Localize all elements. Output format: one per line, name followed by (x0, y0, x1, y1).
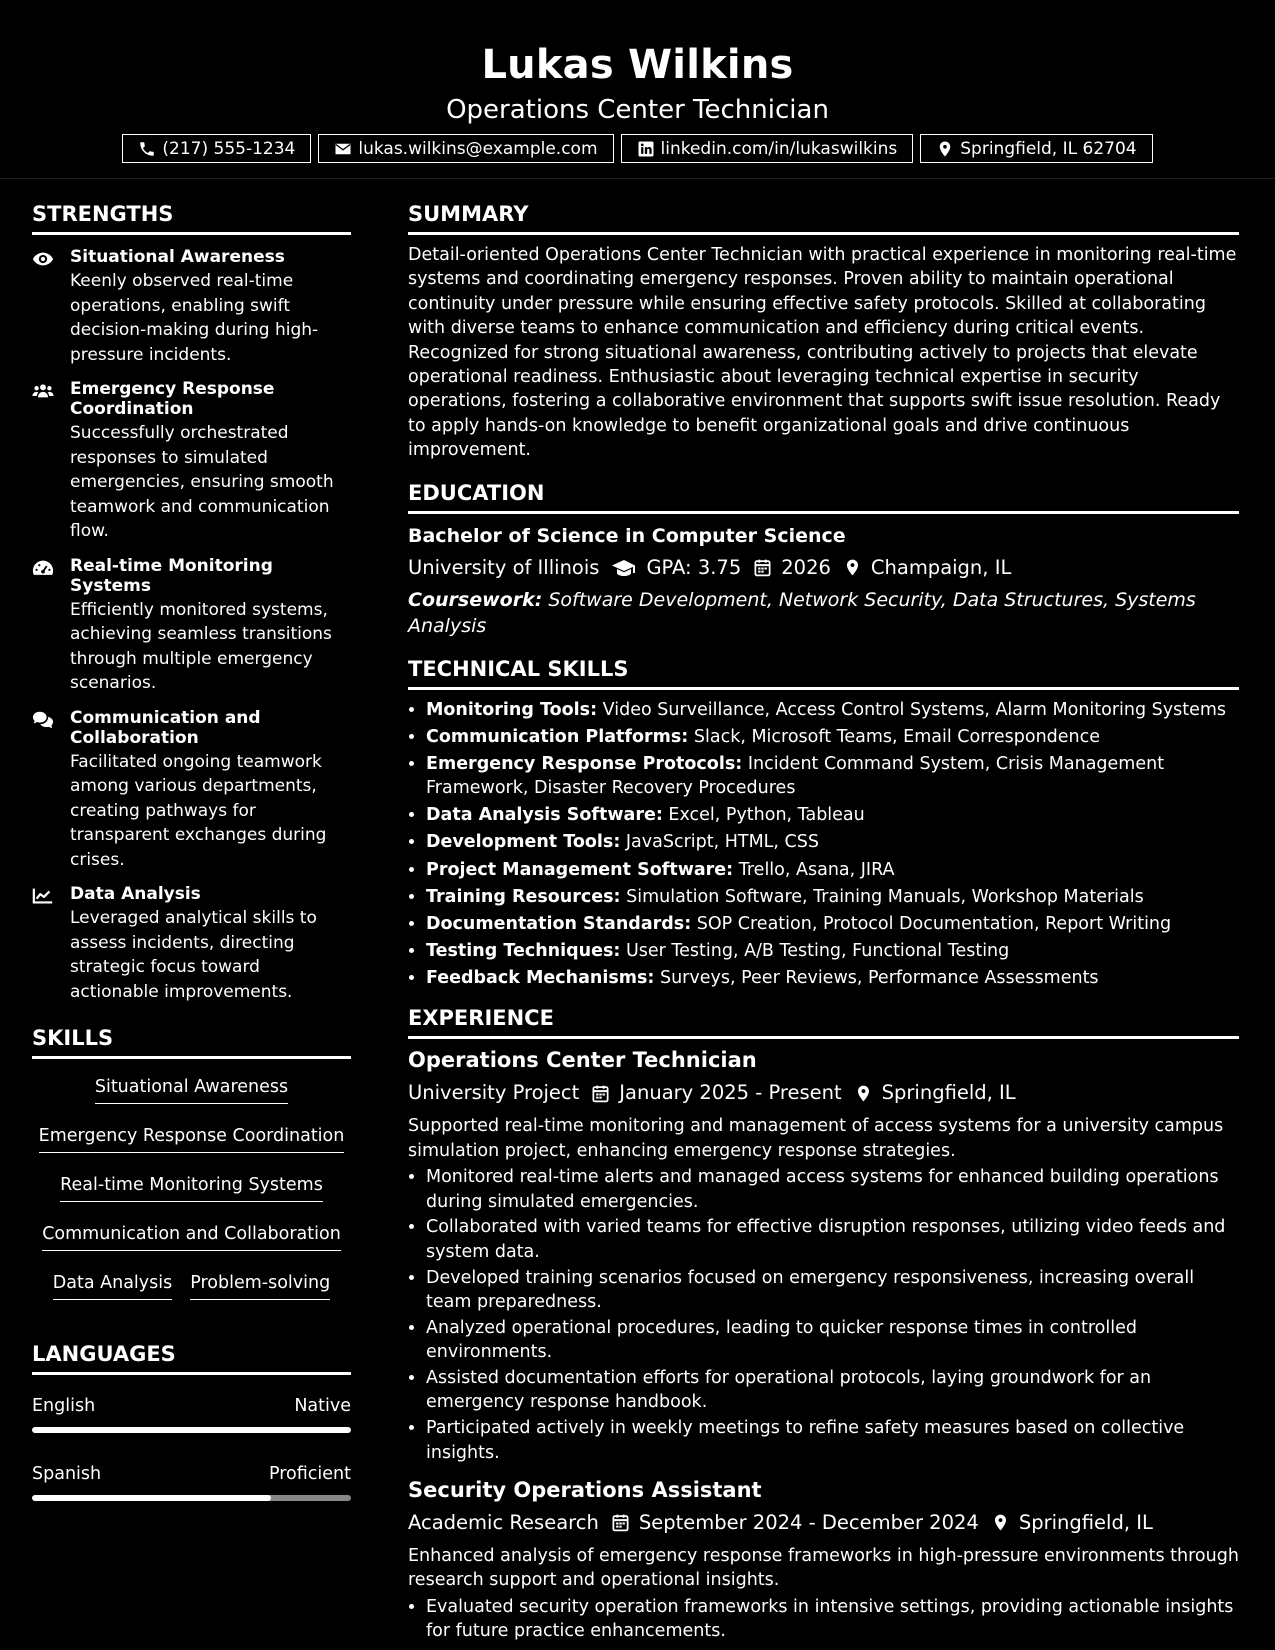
gpa-value: GPA: 3.75 (646, 555, 742, 579)
tech-skill-label: Testing Techniques: (426, 940, 621, 961)
summary-heading: SUMMARY (408, 200, 1239, 235)
users-icon (32, 381, 54, 401)
degree-title: Bachelor of Science in Computer Science (408, 524, 846, 547)
skill-chip: Data Analysis (53, 1267, 172, 1300)
experience-heading: EXPERIENCE (408, 1004, 1239, 1039)
strength-desc: Keenly observed real-time operations, enabling swift decision-making during high-pressure incidents. (70, 271, 319, 365)
tech-skill-value: JavaScript, HTML, CSS (625, 832, 819, 853)
tech-skill-value: Slack, Microsoft Teams, Email Correspondence (693, 726, 1101, 747)
graduation-year: 2026 (781, 555, 831, 579)
strength-title: Situational Awareness (70, 247, 285, 267)
job-title: Operations Center Technician (408, 1048, 757, 1073)
summary-text: Detail-oriented Operations Center Technician with practical experience in monitoring real-time systems and coordinating emergency responses. Proven ability to maintain operational continuity under pressure while ensuring effective safety protocols. Skilled at collaborating with diverse teams to enhance communication and efficiency during critical events. Recognized for strong situational awareness, contributing actively to projects that elevate operational readiness. Enthusiastic about leveraging technical expertise in security operations, fostering a collaborative environment that supports swift issue resolution. Ready to apply hands-on knowledge to benefit organizational goals and drive continuous improvement. (408, 245, 1237, 461)
skill-chip: Emergency Response Coordination (39, 1120, 345, 1153)
coursework-list: Software Development, Network Security, Data Structures, Systems Analysis (408, 588, 1196, 637)
strength-title: Data Analysis (70, 884, 201, 904)
list-item: • Developed training scenarios focused on emergency responsiveness, increasing overall team preparedness. (426, 1266, 1239, 1315)
strength-item (32, 379, 351, 544)
skills-list (32, 1059, 351, 1312)
contact-linkedin-text: linkedin.com/in/lukaswilkins (660, 138, 898, 159)
school-location: Champaign, IL (870, 555, 1012, 579)
contact-email[interactable] (318, 134, 613, 163)
contact-phone[interactable] (122, 134, 311, 163)
tech-skill-label: Development Tools: (426, 832, 621, 853)
skill-chip: Situational Awareness (95, 1071, 288, 1104)
list-item: • Assisted documentation efforts for operational protocols, laying groundwork for an emergency response handbook. (426, 1366, 1239, 1415)
list-item (426, 858, 1239, 882)
tech-skill-value: Excel, Python, Tableau (668, 805, 865, 826)
strength-title: Emergency Response Coordination (70, 379, 275, 419)
contact-location-text: Springfield, IL 62704 (960, 138, 1137, 159)
tech-skill-label: Data Analysis Software: (426, 805, 663, 826)
technical-skills-list (408, 698, 1239, 991)
language-item (32, 1395, 351, 1433)
list-item (426, 966, 1239, 990)
gauge-icon (32, 558, 54, 578)
calendar-icon (591, 1084, 610, 1103)
list-item (426, 912, 1239, 936)
map-marker-icon (936, 140, 954, 158)
skill-chip: Communication and Collaboration (42, 1218, 341, 1251)
job-entry (408, 1047, 1239, 1465)
resume-header (0, 0, 1275, 179)
coursework (408, 587, 1239, 639)
strength-item (32, 247, 351, 367)
job-title: Security Operations Assistant (408, 1477, 762, 1502)
candidate-name: Lukas Wilkins (481, 42, 794, 88)
job-meta (408, 1080, 1239, 1106)
skill-chip: Problem-solving (190, 1267, 330, 1300)
graduation-cap-icon (611, 558, 637, 578)
map-marker-icon (843, 558, 862, 577)
left-column (32, 200, 351, 1501)
language-proficiency-bar (32, 1495, 351, 1501)
candidate-title: Operations Center Technician (446, 95, 829, 125)
job-bullets (408, 1165, 1239, 1465)
strength-title: Real-time Monitoring Systems (70, 555, 273, 596)
tech-skill-value: SOP Creation, Protocol Documentation, Report Writing (696, 913, 1172, 934)
right-column (408, 200, 1239, 1645)
language-proficiency-bar (32, 1427, 351, 1433)
tech-skill-label: Training Resources: (426, 886, 621, 907)
strength-item (32, 556, 351, 696)
job-location: Springfield, IL (1018, 1510, 1153, 1534)
list-item: • Evaluated security operation frameworks in intensive settings, providing actionable insights for future practice enhancements. (426, 1595, 1239, 1644)
strength-desc: Leveraged analytical skills to assess incidents, directing strategic focus toward actionable improvements. (70, 908, 317, 1002)
list-item (426, 698, 1239, 722)
calendar-icon (753, 558, 772, 577)
language-item (32, 1463, 351, 1501)
job-org: University Project (408, 1081, 580, 1105)
tech-skill-label: Documentation Standards: (426, 913, 692, 934)
list-item (426, 752, 1239, 801)
job-description: Enhanced analysis of emergency response frameworks in high-pressure environments through research support and operational insights. (408, 1545, 1239, 1591)
skill-chip: Real-time Monitoring Systems (60, 1169, 323, 1202)
strengths-heading: STRENGTHS (32, 200, 351, 235)
map-marker-icon (854, 1084, 873, 1103)
tech-skill-label: Feedback Mechanisms: (426, 967, 655, 988)
job-entry (408, 1477, 1239, 1644)
tech-skill-value: Incident Command System, Crisis Management Framework, Disaster Recovery Procedures (426, 753, 1165, 799)
education-heading: EDUCATION (408, 479, 1239, 514)
languages-heading: LANGUAGES (32, 1340, 351, 1375)
strength-desc: Efficiently monitored systems, achieving seamless transitions through multiple emergency scenarios. (70, 599, 332, 693)
job-dates: January 2025 - Present (619, 1081, 842, 1105)
job-bullets (408, 1595, 1239, 1644)
list-item (426, 725, 1239, 749)
tech-skill-value: Video Surveillance, Access Control Systems, Alarm Monitoring Systems (602, 699, 1227, 720)
strength-item (32, 708, 351, 873)
list-item (426, 803, 1239, 827)
strength-desc: Successfully orchestrated responses to simulated emergencies, ensuring smooth teamwork and communication flow. (70, 423, 334, 541)
job-org: Academic Research (408, 1510, 599, 1534)
list-item (426, 885, 1239, 909)
eye-icon (32, 249, 54, 269)
language-level: Native (294, 1396, 351, 1416)
job-description: Supported real-time monitoring and management of access systems for a university campus simulation project, enhancing emergency response strategies. (408, 1116, 1224, 1161)
tech-skill-label: Communication Platforms: (426, 726, 689, 747)
contact-email-text: lukas.wilkins@example.com (358, 138, 598, 159)
phone-icon (138, 140, 156, 158)
list-item (426, 830, 1239, 854)
education-meta (408, 555, 1239, 581)
list-item: • Analyzed operational procedures, leading to quicker response times in controlled environments. (426, 1316, 1239, 1365)
contact-linkedin[interactable] (621, 134, 914, 163)
tech-skill-label: Monitoring Tools: (426, 699, 598, 720)
list-item (426, 939, 1239, 963)
skills-heading: SKILLS (32, 1024, 351, 1059)
job-meta (408, 1510, 1239, 1536)
tech-skill-value: Trello, Asana, JIRA (738, 859, 895, 880)
language-proficiency-fill (32, 1427, 351, 1433)
tech-skill-value: Simulation Software, Training Manuals, Workshop Materials (626, 886, 1144, 907)
linkedin-icon (637, 140, 655, 158)
contact-location[interactable] (920, 134, 1152, 163)
job-dates: September 2024 - December 2024 (638, 1510, 979, 1534)
technical-skills-heading: TECHNICAL SKILLS (408, 655, 1239, 690)
school-name: University of Illinois (408, 555, 600, 579)
list-item: • Collaborated with varied teams for effective disruption responses, utilizing video feeds and system data. (426, 1215, 1239, 1264)
list-item: • Monitored real-time alerts and managed access systems for enhanced building operations during simulated emergencies. (426, 1165, 1239, 1214)
chart-line-icon (32, 886, 54, 906)
chat-icon (32, 710, 54, 730)
envelope-icon (334, 140, 352, 158)
contact-phone-text: (217) 555-1234 (162, 138, 296, 159)
language-proficiency-fill (32, 1495, 271, 1501)
calendar-icon (611, 1513, 630, 1532)
tech-skill-value: Surveys, Peer Reviews, Performance Assessments (659, 967, 1099, 988)
strength-desc: Facilitated ongoing teamwork among various departments, creating pathways for transparent exchanges during crises. (70, 751, 327, 870)
language-name: English (32, 1396, 96, 1416)
tech-skill-label: Project Management Software: (426, 859, 734, 880)
contact-bar (0, 134, 1275, 163)
strength-item (32, 884, 351, 1004)
map-marker-icon (991, 1513, 1010, 1532)
language-name: Spanish (32, 1464, 102, 1484)
coursework-label: Coursework: (408, 588, 543, 611)
tech-skill-label: Emergency Response Protocols: (426, 753, 743, 774)
job-location: Springfield, IL (881, 1081, 1016, 1105)
tech-skill-value: User Testing, A/B Testing, Functional Testing (625, 940, 1010, 961)
language-level: Proficient (269, 1464, 351, 1484)
list-item: • Participated actively in weekly meetings to refine safety measures based on collective insights. (426, 1416, 1239, 1465)
strength-title: Communication and Collaboration (70, 707, 261, 748)
strengths-list (32, 247, 351, 1004)
